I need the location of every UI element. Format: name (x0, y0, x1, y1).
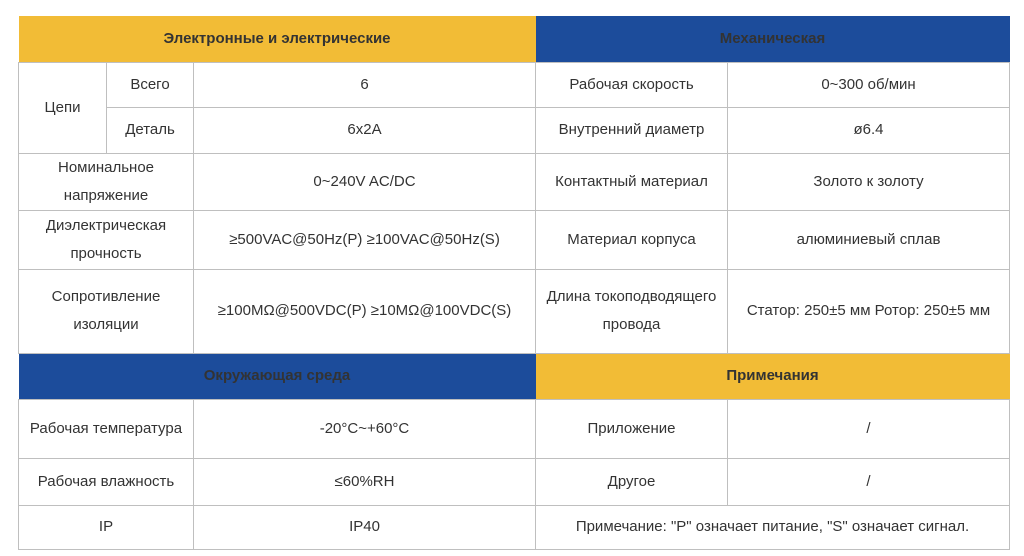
temperature-label: Рабочая температура (19, 399, 194, 458)
housing-material-label: Материал корпуса (536, 210, 728, 269)
inner-diameter-label: Внутренний диаметр (536, 107, 728, 153)
mechanical-header: Механическая (536, 16, 1010, 62)
specification-table (18, 16, 1010, 550)
electrical-header: Электронные и электрические (19, 16, 536, 62)
total-label: Всего (107, 62, 194, 107)
circuits-label: Цепи (19, 62, 107, 153)
table-row (19, 153, 1010, 210)
table-row (19, 505, 1010, 549)
dielectric-label: Диэлектрическая прочность (19, 210, 194, 269)
detail-label: Деталь (107, 107, 194, 153)
table-row (19, 399, 1010, 458)
housing-material-value: алюминиевый сплав (728, 210, 1010, 269)
note-text: Примечание: "P" означает питание, "S" означает сигнал. (536, 505, 1010, 549)
insulation-value: ≥100MΩ@500VDC(P) ≥10MΩ@100VDC(S) (194, 269, 536, 353)
table-row (19, 107, 1010, 153)
header-row-top (19, 16, 1010, 62)
speed-label: Рабочая скорость (536, 62, 728, 107)
contact-material-value: Золото к золоту (728, 153, 1010, 210)
speed-value: 0~300 об/мин (728, 62, 1010, 107)
dielectric-value: ≥500VAC@50Hz(P) ≥100VAC@50Hz(S) (194, 210, 536, 269)
ip-label: IP (19, 505, 194, 549)
application-value: / (728, 399, 1010, 458)
application-label: Приложение (536, 399, 728, 458)
voltage-label: Номинальное напряжение (19, 153, 194, 210)
lead-length-label: Длина токоподводящего провода (536, 269, 728, 353)
table-row (19, 458, 1010, 505)
other-label: Другое (536, 458, 728, 505)
table-row (19, 210, 1010, 269)
other-value: / (728, 458, 1010, 505)
contact-material-label: Контактный материал (536, 153, 728, 210)
header-row-bottom (19, 353, 1010, 399)
temperature-value: -20°C~+60°C (194, 399, 536, 458)
voltage-value: 0~240V AC/DC (194, 153, 536, 210)
inner-diameter-value: ø6.4 (728, 107, 1010, 153)
table-row (19, 269, 1010, 353)
lead-length-value: Статор: 250±5 мм Ротор: 250±5 мм (728, 269, 1010, 353)
notes-header: Примечания (536, 353, 1010, 399)
humidity-label: Рабочая влажность (19, 458, 194, 505)
environment-header: Окружающая среда (19, 353, 536, 399)
table-row (19, 62, 1010, 107)
insulation-label: Сопротивление изоляции (19, 269, 194, 353)
humidity-value: ≤60%RH (194, 458, 536, 505)
detail-value: 6x2A (194, 107, 536, 153)
total-value: 6 (194, 62, 536, 107)
ip-value: IP40 (194, 505, 536, 549)
